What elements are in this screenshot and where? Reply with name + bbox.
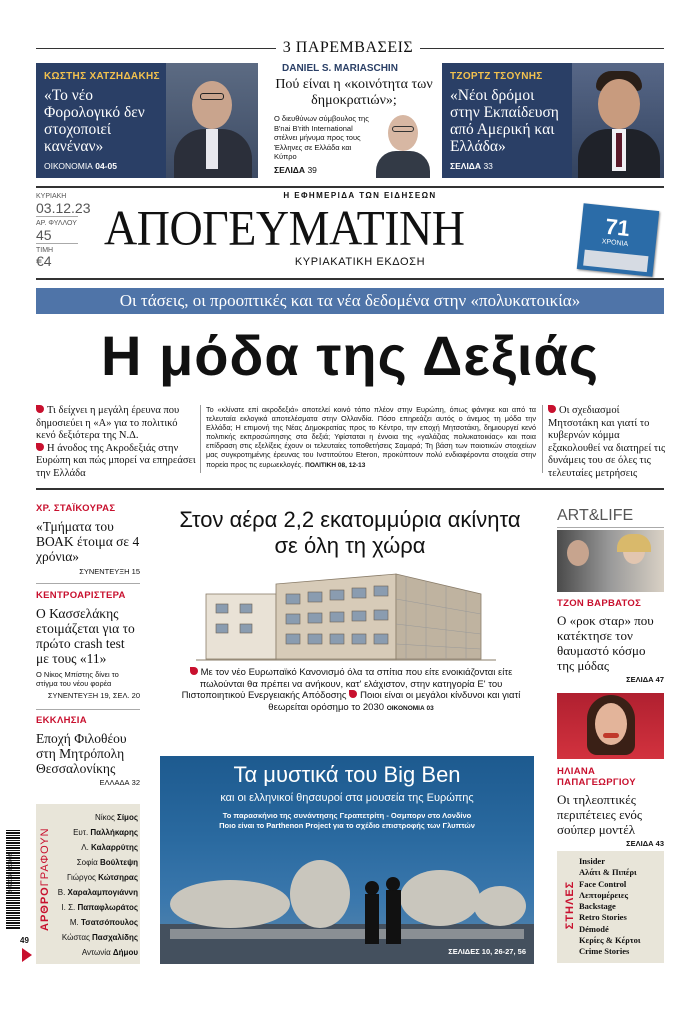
columnist-first-name: Λ. [81,843,92,852]
columnist-first-name: Αντωνία [81,948,113,957]
columnist-first-name: Μ. [69,918,81,927]
left-story-church[interactable] [36,715,140,787]
masthead-price: €4 [36,253,52,269]
panel-desc: Ο διευθύνων σύμβουλος της B'nai B'rith International στέλνει μήνυμα προς τους Έλληνες σε Ελλάδα και Κύπρο [274,114,369,161]
barcode-number: 9 771108 653002 [8,853,14,893]
masthead-tagline: Η ΕΦΗΜΕΡΙΔΑ ΤΩΝ ΕΙΔΗΣΕΩΝ [283,191,437,200]
columnist-last-name: Κώτσηρας [98,873,138,882]
bigben-box[interactable] [160,756,534,964]
story-head: Εποχή Φιλοθέου στη Μητρόπολη Θεσσαλονίκης [36,731,127,776]
masthead-edition: ΚΥΡΙΑΚΑΤΙΚΗ ΕΚΔΟΣΗ [294,256,426,268]
panel-quote: «Νέοι δρόμοι στην Εκπαίδευση από Αμερική και Ελλάδα» [450,87,559,155]
panel-tsounis[interactable] [442,63,664,178]
masthead-price-label: ΤΙΜΗ [36,247,54,254]
papageorgiou-photo [557,693,664,759]
columnist-item[interactable] [54,870,138,885]
artlife-label: ART&LIFE [557,507,634,524]
story-ref: ΣΕΛΙΔΑ 47 [626,675,664,684]
bigben-subtitle: και οι ελληνικοί θησαυροί στα μουσεία της Ευρώπης [220,792,474,804]
columnist-last-name: Καλαρρύτης [91,843,138,852]
columnist-last-name: Παλλήκαρης [90,828,138,837]
right-story-varvatos[interactable] [557,598,664,684]
columnists-page: 49 [20,936,29,945]
insert-label: ΧΡΟΝΙΑ [601,238,629,249]
masthead-day: ΚΥΡΙΑΚΗ [36,193,67,200]
center-ref: ΟΙΚΟΝΟΜΙΑ 03 [386,704,434,712]
center-headline[interactable]: Στον αέρα 2,2 εκατομμύρια ακίνητα σε όλη τη χώρα [179,507,521,558]
bullet-icon [548,405,556,413]
lead-right-text: Οι σχεδιασμοί Μητσοτάκη και γιατί το κυβερνών κόμμα εξακολουθεί να διατηρεί τις δυνάμεις του σε όλες τις τελευταίες μετρήσεις [548,405,666,479]
bigben-line-2: Ποιο είναι το Parthenon Project για το σχέδιο επιστροφής των Γλυπτών [219,821,475,830]
columnist-first-name: Νίκος [95,813,118,822]
story-ref: ΣΕΛΙΔΑ 43 [626,839,664,848]
columnist-last-name: Δήμου [112,948,138,957]
panel-ref: ΣΕΛΙΔΑ 39 [274,165,317,175]
section-item[interactable]: Crime Stories [579,946,630,957]
lead-center-text: Το «κλίνατε επί ακροδεξιά» αποτελεί κοινό τόπο πλέον στην Ευρώπη, όπως φάνηκε και από τα τελευταία εκλογικά αποτελέσματα στην Ολλανδία. Πόσο επηρεάζει αυτός ο άνεμος τη μόδα την Ελλάδα; Η επιμονή της Νέας Δημοκρατίας προς το Κέντρο, την εποχή Μητσοτάκη, δημιουργεί κενό πολιτικής εκπροσώπησης στα δεξιά; Υφίσταται η έννοια της «γαλάζιας πολυκατοικίας» και ποια επίδραση στις εξελίξεις έχουν οι τελευταίες τοποθετήσεις Σαμαρά; Τη βάση των ποιοτικών στοιχείων μας συγκροτημένης έρευνας του Ινστιτούτου Eteron, προκύπτουν πολύ ενδιαφέροντα στοιχεία στην πορεία προς τις ευρωεκλογές. ΠΟΛΙΤΙΚΗ 08, 12-13 [206,405,536,469]
columnist-last-name: Βούλτεψη [99,858,138,867]
sections-box[interactable] [557,851,664,963]
columnist-last-name: Σίμος [117,813,138,822]
bullet-icon [349,690,357,698]
panel-name: ΤΖΟΡΤΖ ΤΣΟΥΝΗΣ [450,71,543,82]
columnist-item[interactable] [54,885,138,900]
center-text: Με τον νέο Ευρωπαϊκό Κανονισμό όλα τα σπίτια που είτε ενοικιάζονται είτε πωλούνται θα πρέπει να ανήκουν, κατ' ελάχιστον, στην κατηγορία Ε' του Πιστοποιητικού Ενεργειακής Απόδοσης Ποιοι είναι οι μεγάλοι κίνδυνοι και γιατί θεωρείται ορόσημο το 2030 ΟΙΚΟΝΟΜΙΑ 03 [181,667,521,713]
panel-quote: «Το νέο Φορολογικό δεν στοχοποιεί κανέναν» [44,87,145,155]
story-head: Οι τηλεοπτικές περιπέτειες ενός σούπερ μοντέλ [557,792,643,837]
top-bar-title: 3 ΠΑΡΕΜΒΑΣΕΙΣ [282,39,414,56]
story-tag: ΧΡ. ΣΤΑΪΚΟΥΡΑΣ [36,503,116,514]
portrait-photo [374,113,432,178]
story-ref: ΣΥΝΕΝΤΕΥΞΗ 19, ΣΕΛ. 20 [47,691,140,700]
story-sub: Ο Νίκος Μπίστης δίνει το στίγμα του νέου φορέα [36,670,119,688]
columnist-first-name: Κώστας [61,933,93,942]
columnist-item[interactable] [54,930,138,945]
panel-name: ΚΩΣΤΗΣ ΧΑΤΖΗΔΑΚΗΣ [44,71,160,82]
columnist-item[interactable] [54,855,138,870]
columnist-first-name: Β. [57,888,68,897]
columnist-first-name: Ευτ. [73,828,91,837]
columnist-item[interactable] [54,825,138,840]
section-item[interactable]: Λεπτομέρειες [579,889,629,900]
left-story-staikouras[interactable] [36,503,140,576]
varvatos-photo [557,530,664,592]
section-item[interactable]: Face Control [579,878,627,889]
panel-mariaschin[interactable] [270,63,434,178]
columnist-last-name: Τσατσόπουλος [80,918,138,927]
story-tag: ΕΚΚΛΗΣΙΑ [36,715,87,726]
bigben-line-1: Το παρασκήνιο της συνάντησης Γεραπετρίτη - Οσμπορν στο Λονδίνο [222,811,472,820]
left-story-kasselakis[interactable] [36,590,140,700]
bullet-icon [36,405,44,413]
story-head: Ο «ροκ σταρ» που κατέκτησε τον θαυμαστό κόσμο της μόδας [557,613,654,673]
story-tag: ΤΖΟΝ ΒΑΡΒΑΤΟΣ [557,598,642,609]
red-arrow-icon [22,948,32,962]
columnist-item[interactable] [54,810,138,825]
bigben-ref: ΣΕΛΙΔΕΣ 10, 26-27, 56 [448,947,526,956]
section-item[interactable]: Backstage [579,901,616,912]
sections-label: ΣΤΗΛΕΣ [564,880,576,930]
masthead-title: ΑΠΟΓΕΥΜΑΤΙΝΗ [104,200,465,256]
masthead-issue-label: ΑΡ. ΦΥΛΛΟΥ [36,220,77,227]
masthead-date: 03.12.23 [36,200,91,216]
section-item[interactable]: Retro Stories [579,912,627,923]
bullet-icon [190,667,198,675]
panel-name: DANIEL S. MARIASCHIN [282,63,398,74]
portrait-photo [572,63,664,178]
lead-headline[interactable]: Η μόδα της Δεξιάς [100,324,600,387]
section-item[interactable]: Κερίες & Κέρτοι [579,935,641,946]
columnist-item[interactable] [54,945,138,960]
columnists-box[interactable] [36,804,140,964]
lead-kicker: Οι τάσεις, οι προοπτικές και τα νέα δεδομένα στην «πολυκατοικία» [36,288,664,314]
columnist-item[interactable] [54,915,138,930]
panel-quote: Πού είναι η «κοινότητα των δημοκρατιών»; [275,77,433,108]
columnist-first-name: Ι. Σ. [61,903,78,912]
columnist-item[interactable] [54,900,138,915]
columnist-last-name: Παπαφλωράτος [77,903,138,912]
bigben-title: Τα μυστικά του Big Ben [233,762,461,787]
columnist-first-name: Σοφία [76,858,100,867]
columnists-list [54,810,138,960]
insert-number: 71 [604,213,632,242]
story-ref: ΣΥΝΕΝΤΕΥΞΗ 15 [79,567,140,576]
columnist-item[interactable] [54,840,138,855]
masthead-issue: 45 [36,227,52,243]
right-story-papageorgiou[interactable] [557,766,664,848]
panel-ref: ΟΙΚΟΝΟΜΙΑ 04-05 [44,161,117,171]
museum-illustration [160,834,534,964]
columnist-last-name: Χαραλαμπογιάννη [67,888,138,897]
portrait-photo [166,63,258,178]
story-ref: ΕΛΛΑΔΑ 32 [99,778,140,787]
panel-ref: ΣΕΛΙΔΑ 33 [450,161,493,171]
lead-left-text: Τι δείχνει η μεγάλη έρευνα που δημοσιεύει η «Α» για το πολιτικό κενό δεξιότερα της Ν.Δ. Η άνοδος της Ακροδεξιάς στην Ευρώπη και πώς μπορεί να επηρεάσει την Ελλάδα [36,405,196,479]
bullet-icon [36,443,44,451]
story-head: Ο Κασσελάκης ετοιμάζεται για το πρώτο crash test με τους «11» [36,606,135,666]
building-illustration [196,564,496,664]
columnist-last-name: Πασχαλίδης [92,933,138,942]
section-item[interactable]: Αλάτι & Πιπέρι [579,867,637,878]
lead-center-ref: ΠΟΛΙΤΙΚΗ 08, 12-13 [305,461,366,469]
story-tag: ΗΛΙΑΝΑ ΠΑΠΑΓΕΩΡΓΙΟΥ [557,766,636,788]
columnists-label: ΑΡΘΡΟΓΡΑΦΟΥΝ [39,827,51,931]
story-head: «Τμήματα του ΒΟΑΚ έτοιμα σε 4 χρόνια» [36,519,140,564]
panel-hatzidakis[interactable] [36,63,258,178]
story-tag: ΚΕΝΤΡΟΑΡΙΣΤΕΡΑ [36,590,126,601]
section-item[interactable]: Démodé [579,923,609,934]
sections-list [579,856,663,958]
section-item[interactable]: Insider [579,856,605,866]
anniversary-insert[interactable] [577,203,659,277]
columnist-first-name: Γιώργος [66,873,99,882]
